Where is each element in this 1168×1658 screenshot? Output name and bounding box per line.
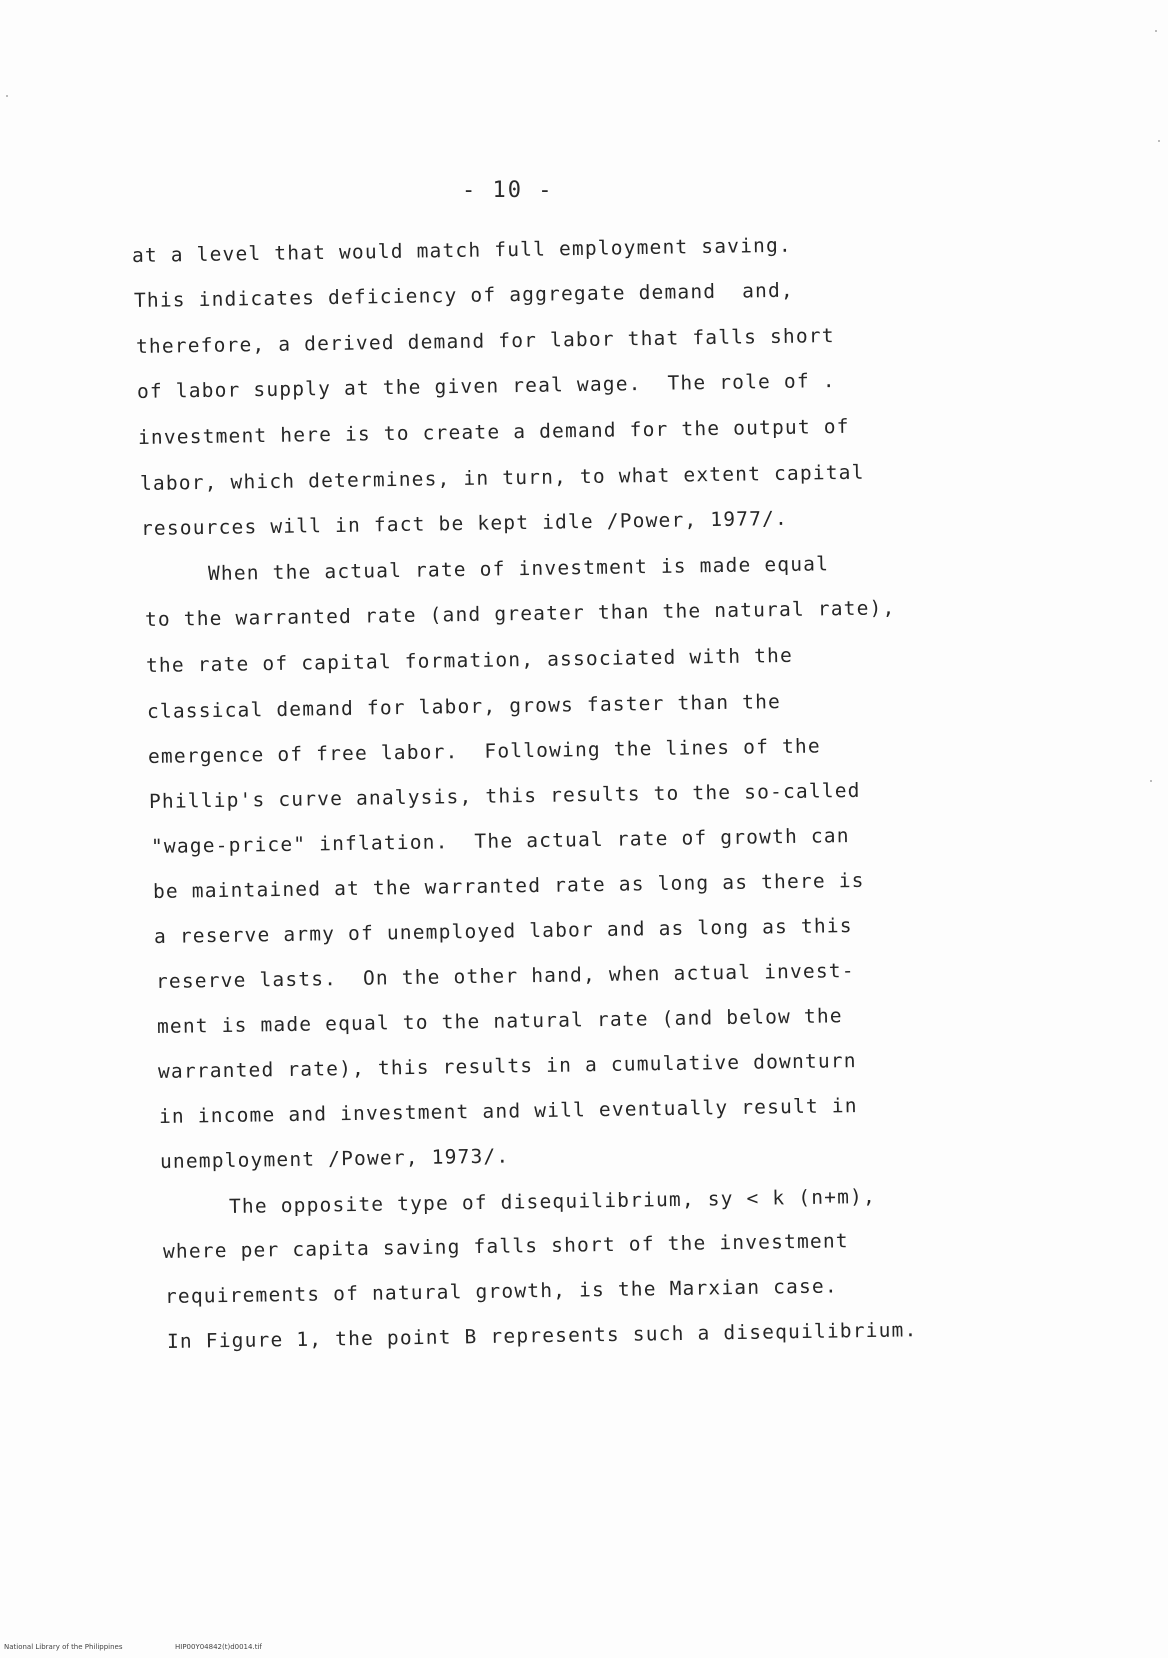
text-line: "wage-price" inflation. The actual rate of growth can — [150, 824, 850, 858]
text-line: labor, which determines, in turn, to what extent capital — [139, 460, 865, 495]
text-line: warranted rate), this results in a cumulative downturn — [157, 1049, 857, 1083]
text-line: therefore, a derived demand for labor that falls short — [135, 324, 835, 358]
footer-file-id: HIP00Y04842(t)d0014.tif — [175, 1643, 262, 1651]
scan-speck — [1155, 30, 1157, 32]
text-line: where per capita saving falls short of the investment — [162, 1229, 849, 1263]
scan-speck — [1158, 140, 1160, 142]
text-line: resources will in fact be kept idle /Power, 1977/. — [140, 506, 789, 540]
text-line: to the warranted rate (and greater than the natural rate), — [144, 596, 896, 631]
text-line: investment here is to create a demand for the output of — [137, 414, 850, 449]
text-line: be maintained at the warranted rate as long as there is — [152, 868, 865, 903]
text-line: in income and investment and will eventually result in — [158, 1094, 858, 1128]
text-line: unemployment /Power, 1973/. — [159, 1144, 510, 1173]
scan-speck — [6, 95, 8, 97]
text-line: at a level that would match full employment saving. — [131, 233, 793, 267]
text-line: This indicates deficiency of aggregate demand and, — [133, 278, 795, 312]
text-line: When the actual rate of investment is made equal — [207, 552, 830, 585]
text-line: requirements of natural growth, is the Marxian case. — [164, 1274, 838, 1308]
text-line: classical demand for labor, grows faster than the — [146, 690, 782, 723]
text-line: reserve lasts. On the other hand, when actual invest- — [155, 959, 855, 993]
page-number: - 10 - — [462, 178, 554, 203]
text-line: Phillip's curve analysis, this results to the so-called — [148, 778, 861, 813]
text-line: a reserve army of unemployed labor and as long as this — [153, 914, 853, 948]
footer-library: National Library of the Philippines — [4, 1643, 123, 1651]
scan-speck — [1150, 780, 1152, 782]
text-line: of labor supply at the given real wage. The role of . — [136, 369, 836, 403]
text-line: The opposite type of disequilibrium, sy < k (n+m), — [228, 1184, 877, 1218]
text-line: the rate of capital formation, associated with the — [145, 643, 794, 677]
text-line: ment is made equal to the natural rate (and below the — [156, 1004, 843, 1038]
text-line: In Figure 1, the point B represents such a disequilibrium. — [166, 1318, 918, 1353]
text-line: emergence of free labor. Following the lines of the — [147, 734, 821, 768]
